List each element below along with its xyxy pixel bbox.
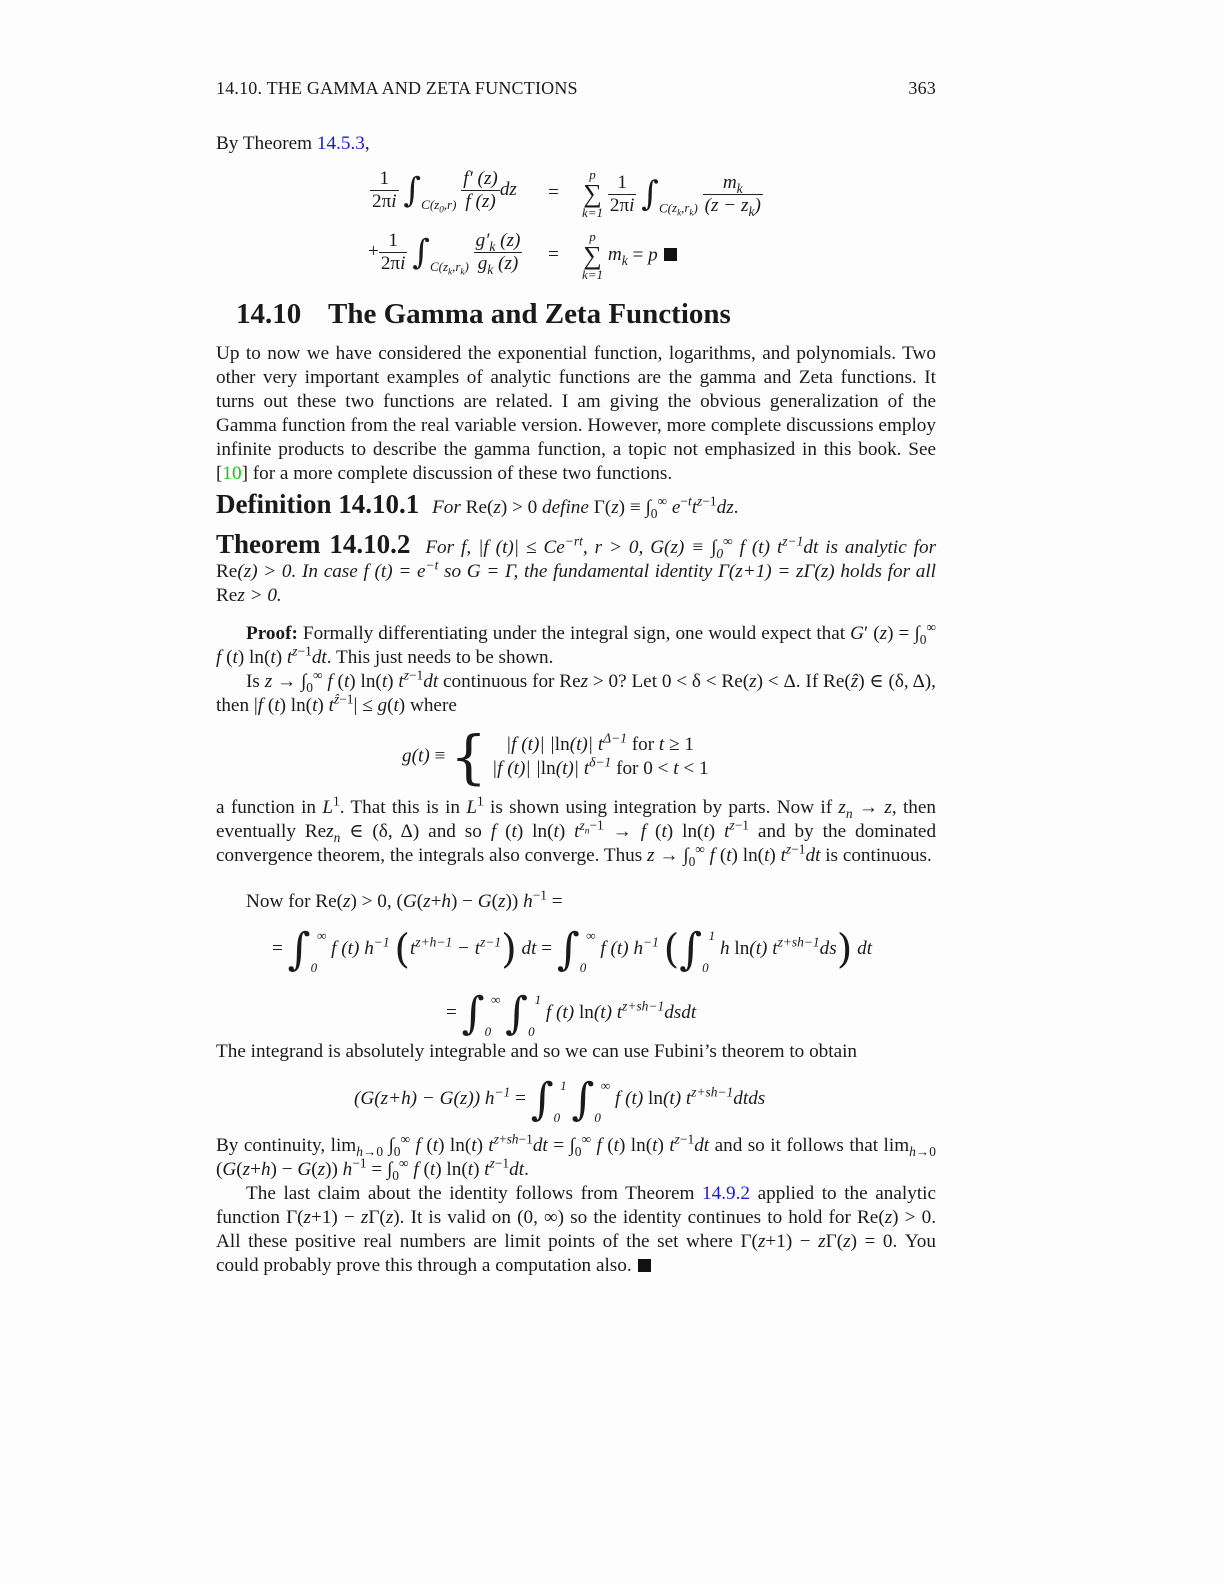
equation-double-integral: = $\int_0^\infty$ $\int_0^1$ f (t) ln(t) $t^{z+sh-1}dsdt$ — [446, 988, 697, 1039]
qed-square-icon — [664, 248, 677, 261]
proof-difference-quotient: Now for Re(z) > 0, (G(z+h) − G(z)) $h^{-1}$ = — [246, 887, 563, 912]
theorem-link-14-5-3[interactable]: 14.5.3 — [316, 133, 365, 154]
final-text-a: The last claim about the identity follows from Theorem — [246, 1183, 703, 1204]
paragraph-text: Up to now we have considered the exponential function, logarithms, and polynomials. Two other very important examples of analytic functions are the gamma and Zeta functions. It turns out these two functions are related. I am giving the obvious generalization of the Gamma function from the real variable version. However, more complete discussions employ infinite products to describe the gamma function, a topic not emphasized in this book. See [ — [216, 343, 936, 484]
l1-text-b: . That this is in — [339, 797, 467, 818]
final-text-f: You could probably prove this through a computation also. — [216, 1231, 936, 1276]
proof-text-2: . This just needs to be shown. — [326, 647, 554, 668]
paragraph-introduction — [216, 342, 936, 486]
equation-g-definition: g(t) ≡ { |f (t)| |ln(t)| $t^{\Delta-1}$ for t ≥ 1 |f (t)| |ln(t)| $t^{\delta-1}$ for 0 < t < 1 — [402, 723, 709, 791]
citation-link-10[interactable]: 10 — [222, 463, 242, 484]
theorem-label: Theorem 14.10.2 — [216, 529, 411, 559]
l1-text-f: and by the dominated convergence theorem, the integrals also converge. Thus — [216, 821, 937, 866]
equation-argument-principle-2: + $\frac{1}{2\pi i}$ $\int_{C(z_k,r_k)}$ $\frac{g'_k (z)}{g_k (z)}$ — [368, 230, 521, 277]
proof-opening: Proof: Formally differentiating under the integral sign, one would expect that G′ $(z) = \int_0^\infty$ f (t) ln(t) $t^{z-1}dt$. This just needs to be shown. — [216, 619, 936, 668]
equation-difference-integral: = $\int_0^\infty$ f (t) $h^{-1}$ $(t^{z+h-1} - t^{z-1})$ dt = $\int_0^\infty$ f (t) $h^{-1}$ ($\int_0^1$ h ln(t) $t^{z+sh-1}ds$) dt — [272, 924, 873, 975]
equation-equals-1: = — [548, 182, 559, 203]
proof-text: Formally differentiating under the integral sign, one would expect that — [297, 623, 851, 644]
running-header — [216, 78, 936, 99]
l1-text-g: is continuous. — [820, 845, 932, 866]
fubini-sentence: The integrand is absolutely integrable and so we can use Fubini’s theorem to obtain — [216, 1041, 858, 1062]
section-number: 14.10 — [236, 298, 302, 330]
definition-label: Definition 14.10.1 — [216, 489, 420, 519]
l1-text-d: then eventually Re — [216, 797, 937, 842]
theorem-link-14-9-2[interactable]: 14.9.2 — [702, 1183, 750, 1204]
proof-continuity-question: Is $z \to \int_0^\infty$ f (t) ln(t) $t^{z-1}dt$ continuous for Rez > 0? Let 0 < δ < Re(z) < Δ. If Re(ẑ) ∈ (δ, Δ), then |f (t) ln(t) $t^{ẑ-1}| \le g(t)$ where — [216, 667, 936, 716]
intro-line — [216, 132, 936, 156]
final-text-e: 0. All these positive real numbers are limit points of the set where — [216, 1207, 936, 1252]
section-heading — [236, 298, 731, 331]
final-text-b: applied to the analytic function — [216, 1183, 936, 1228]
paragraph-continuity: By continuity, $\lim_{h\to 0} \int_0^\infty$ f (t) ln(t) $t^{z+sh-1}dt = \int_0^\infty$ f (t) ln(t) $t^{z-1}dt$ and so it follows that $\lim_{h\to 0} (G(z+h) - G(z)) h^{-1} = \int_0^\infty$ f (t) ln(t) $t^{z-1}dt$. — [216, 1131, 936, 1183]
definition-14-10-1: Definition 14.10.1 For Re(z) > 0 define $\Gamma(z) \equiv \int_0^\infty$ $e^{-t}t^{z-1}dz$. — [216, 489, 739, 521]
equation-equals-2: = — [548, 244, 559, 265]
equation-fubini: (G(z+h) − G(z)) $h^{-1} = \int_0^1$ $\int_0^\infty$ f (t) ln(t) $t^{z+sh-1}dtds$ — [354, 1074, 766, 1125]
page-number: 363 — [908, 78, 936, 98]
equation-argument-principle-1: $\frac{1}{2\pi i}$ $\int_{C(z_0,r)}$ $\frac{f' (z)}{f (z)}$ dz — [372, 168, 517, 215]
proof-label: Proof: — [246, 623, 298, 644]
final-text-c: . It is valid on — [399, 1207, 518, 1228]
qed-square-icon-end — [638, 1259, 651, 1272]
proof-where: where — [405, 695, 457, 716]
section-title: The Gamma and Zeta Functions — [328, 298, 731, 330]
continuity-text-b: and so it follows that lim — [709, 1135, 910, 1156]
now-for-text: Now for Re — [246, 891, 337, 912]
equation-rhs-2: p ∑ k=1 $m_k = p$ — [582, 230, 677, 282]
paragraph-l1-argument: a function in $L^1$. That this is in $L^1$ is shown using integration by parts. Now if $z_n \to z$, then eventually Rez$_n$ ∈ (δ, Δ) and so f (t) ln(t) $t^{z_n-1} \to f$ (t) ln(t) $t^{z-1}$ and by the dominated convergence theorem, the integrals also converge. Thus $z \to \int_0^\infty$ f (t) ln(t) $t^{z-1}dt$ is continuous. — [216, 793, 937, 869]
continuity-text-a: By continuity, lim — [216, 1135, 357, 1156]
intro-suffix: , — [364, 133, 370, 154]
theorem-14-10-2: Theorem 14.10.2 For f, |f $(t)| \le Ce^{-rt}$, r > 0, $G(z) \equiv \int_0^\infty$ f (t) $t^{z-1}dt$ is analytic for Re(z) > 0. In case f $(t) = e^{-t}$ so G = Γ, the fundamental identity Γ(z+1) = zΓ(z) holds for all Rez > 0. — [216, 529, 937, 606]
equation-rhs-1: p ∑ k=1 $\frac{1}{2\pi i}$ $\int_{C(z_k,r_k)}$ $\frac{m_k}{(z - z_k)}$ — [582, 167, 761, 220]
running-title: 14.10. THE GAMMA AND ZETA FUNCTIONS — [216, 78, 578, 98]
paragraph-text-end: ] for a more complete discussion of these two functions. — [241, 463, 673, 484]
final-text-d: so the identity continues to hold for Re — [564, 1207, 879, 1228]
l1-text-a: a function in — [216, 797, 323, 818]
l1-text-e: and so — [419, 821, 491, 842]
l1-text-c: is shown using integration by parts. Now if — [483, 797, 839, 818]
paragraph-final-claim: The last claim about the identity follows from Theorem 14.9.2 applied to the analytic function Γ(z+1) − zΓ(z). It is valid on (0, ∞) so the identity continues to hold for Re(z) > 0. All these positive real numbers are limit points of the set where Γ(z+1) − zΓ(z) = 0. You could probably prove this through a computation also. — [216, 1183, 936, 1276]
intro-text: By Theorem — [216, 133, 317, 154]
